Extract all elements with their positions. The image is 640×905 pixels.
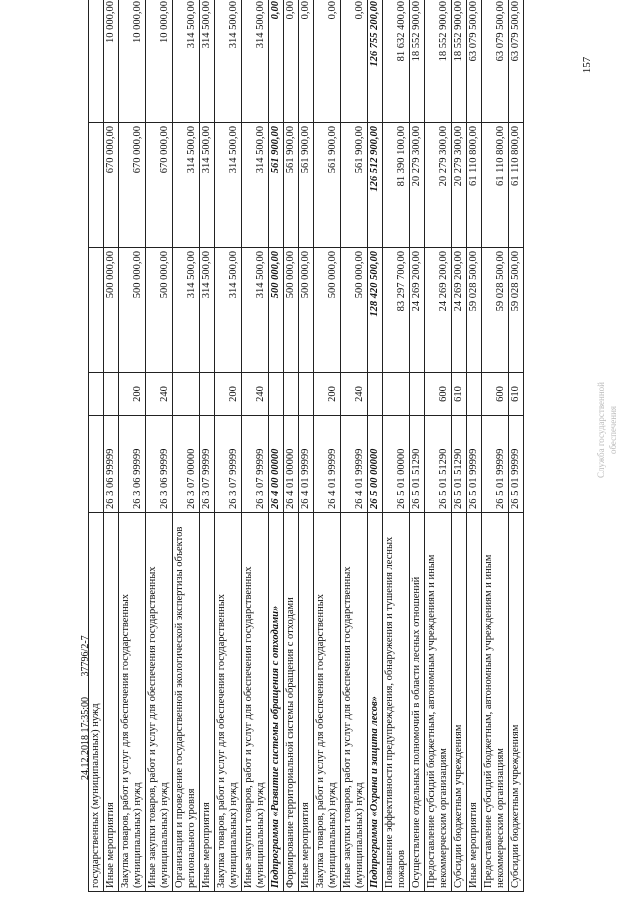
row-code: 26 4 01 99999	[299, 416, 314, 513]
row-code: 26 5 01 51290	[410, 416, 425, 513]
table-row	[383, 0, 410, 892]
row-value-2020: 561 900,00	[269, 123, 284, 248]
row-value-2019: 59 028 500,00	[467, 248, 482, 373]
row-value-2019: 500 000,00	[341, 248, 368, 373]
row-expense-type	[368, 373, 383, 416]
row-value-2020: 314 500,00	[173, 123, 200, 248]
row-expense-type	[200, 373, 215, 416]
row-name: Подпрограмма «Охрана и защита лесов»	[368, 513, 383, 892]
row-name: государственных (муниципальных) нужд	[89, 513, 104, 892]
row-code: 26 5 01 00000	[383, 416, 410, 513]
row-value-2019: 24 269 200,00	[452, 248, 467, 373]
row-value-2020: 670 000,00	[104, 123, 119, 248]
table-row	[299, 0, 314, 892]
row-expense-type	[89, 373, 104, 416]
table-row	[482, 0, 509, 892]
table-row	[104, 0, 119, 892]
row-name: Формирование территориальной системы обращения с отходами	[284, 513, 299, 892]
footer-timestamp: 24.12.2018 17:35:00	[80, 696, 91, 780]
row-name: Организация и проведение государственной экологической экспертизы объектов регионального уровня	[173, 513, 200, 892]
row-expense-type: 200	[215, 373, 242, 416]
row-value-2019	[89, 248, 104, 373]
table-row	[368, 0, 383, 892]
budget-table-rotated	[88, 1, 556, 892]
table-row	[242, 0, 269, 892]
row-name: Предоставление субсидий бюджетным, автономным учреждениям и иным некоммерческим организациям	[425, 513, 452, 892]
row-expense-type	[383, 373, 410, 416]
row-value-2019: 59 028 500,00	[482, 248, 509, 373]
table-row	[425, 0, 452, 892]
row-code: 26 3 07 99999	[242, 416, 269, 513]
row-expense-type: 610	[452, 373, 467, 416]
row-name: Иные закупки товаров, работ и услуг для обеспечения государственных (муниципальных) нужд	[341, 513, 368, 892]
row-expense-type: 240	[146, 373, 173, 416]
table-row	[341, 0, 368, 892]
row-value-2021: 18 552 900,00	[452, 0, 467, 123]
row-value-2021: 10 000,00	[146, 0, 173, 123]
row-value-2019: 24 269 200,00	[410, 248, 425, 373]
row-name: Иные мероприятия	[467, 513, 482, 892]
row-code: 26 5 00 00000	[368, 416, 383, 513]
row-value-2020	[89, 123, 104, 248]
row-value-2021: 0,00	[314, 0, 341, 123]
table-row	[410, 0, 425, 892]
row-name: Иные мероприятия	[200, 513, 215, 892]
budget-table-body	[89, 0, 524, 892]
table-row	[215, 0, 242, 892]
row-value-2021: 18 552 900,00	[425, 0, 452, 123]
table-row	[284, 0, 299, 892]
footer-doc-id: 37796/2-7	[80, 635, 91, 677]
row-code: 26 4 01 99999	[341, 416, 368, 513]
table-row	[452, 0, 467, 892]
table-row	[119, 0, 146, 892]
row-expense-type: 600	[482, 373, 509, 416]
row-expense-type	[410, 373, 425, 416]
row-value-2021: 314 500,00	[200, 0, 215, 123]
row-value-2020: 561 900,00	[341, 123, 368, 248]
row-name: Субсидии бюджетным учреждениям	[509, 513, 524, 892]
row-value-2021: 314 500,00	[173, 0, 200, 123]
table-row	[173, 0, 200, 892]
row-value-2019: 83 297 700,00	[383, 248, 410, 373]
row-value-2020: 20 279 300,00	[452, 123, 467, 248]
row-name: Субсидии бюджетным учреждениям	[452, 513, 467, 892]
row-code: 26 5 01 99999	[509, 416, 524, 513]
row-value-2020: 561 900,00	[284, 123, 299, 248]
row-value-2021: 63 079 500,00	[467, 0, 482, 123]
row-value-2020: 670 000,00	[119, 123, 146, 248]
row-expense-type	[299, 373, 314, 416]
row-code: 26 4 00 00000	[269, 416, 284, 513]
row-expense-type	[467, 373, 482, 416]
row-name: Иные мероприятия	[299, 513, 314, 892]
row-value-2019: 500 000,00	[104, 248, 119, 373]
row-value-2021: 63 079 500,00	[509, 0, 524, 123]
row-value-2021: 63 079 500,00	[482, 0, 509, 123]
row-value-2019: 59 028 500,00	[509, 248, 524, 373]
table-row	[146, 0, 173, 892]
table-row	[509, 0, 524, 892]
row-code: 26 3 06 99999	[119, 416, 146, 513]
row-value-2020: 61 110 800,00	[509, 123, 524, 248]
registry-stamp	[595, 360, 623, 500]
row-value-2020: 561 900,00	[314, 123, 341, 248]
stamp-line-1: Служба государственной	[596, 382, 606, 478]
row-code: 26 5 01 51290	[452, 416, 467, 513]
row-value-2021: 0,00	[341, 0, 368, 123]
row-code: 26 3 07 00000	[173, 416, 200, 513]
row-value-2020: 20 279 300,00	[425, 123, 452, 248]
row-value-2019: 500 000,00	[119, 248, 146, 373]
row-code: 26 4 01 99999	[314, 416, 341, 513]
table-row	[200, 0, 215, 892]
row-code	[89, 416, 104, 513]
row-value-2021: 81 632 400,00	[383, 0, 410, 123]
row-expense-type: 240	[242, 373, 269, 416]
row-value-2019: 128 420 500,00	[368, 248, 383, 373]
row-expense-type	[269, 373, 284, 416]
row-expense-type: 200	[119, 373, 146, 416]
table-row	[314, 0, 341, 892]
row-name: Закупка товаров, работ и услуг для обеспечения государственных (муниципальных) нужд	[215, 513, 242, 892]
row-value-2019: 500 000,00	[314, 248, 341, 373]
row-name: Повышение эффективности предупреждения, обнаружения и тушения лесных пожаров	[383, 513, 410, 892]
row-code: 26 5 01 99999	[467, 416, 482, 513]
row-value-2020: 314 500,00	[215, 123, 242, 248]
row-code: 26 3 06 99999	[146, 416, 173, 513]
table-row	[467, 0, 482, 892]
row-value-2019: 500 000,00	[269, 248, 284, 373]
row-value-2019: 500 000,00	[146, 248, 173, 373]
row-code: 26 5 01 51290	[425, 416, 452, 513]
row-value-2021: 18 552 900,00	[410, 0, 425, 123]
row-value-2021: 10 000,00	[104, 0, 119, 123]
stamp-line-2: обеспечения	[608, 405, 618, 455]
row-expense-type: 240	[341, 373, 368, 416]
row-value-2019: 314 500,00	[200, 248, 215, 373]
row-expense-type	[173, 373, 200, 416]
row-name: Закупка товаров, работ и услуг для обеспечения государственных (муниципальных) нужд	[314, 513, 341, 892]
row-code: 26 3 07 99999	[200, 416, 215, 513]
row-value-2020: 314 500,00	[242, 123, 269, 248]
row-name: Предоставление субсидий бюджетным, автономным учреждениям и иным некоммерческим организациям	[482, 513, 509, 892]
row-code: 26 4 01 00000	[284, 416, 299, 513]
row-expense-type: 600	[425, 373, 452, 416]
row-value-2019: 500 000,00	[284, 248, 299, 373]
row-value-2021: 314 500,00	[242, 0, 269, 123]
row-value-2020: 61 110 800,00	[482, 123, 509, 248]
row-value-2019: 314 500,00	[215, 248, 242, 373]
row-value-2019: 314 500,00	[173, 248, 200, 373]
row-value-2021: 126 755 200,00	[368, 0, 383, 123]
row-name: Иные закупки товаров, работ и услуг для обеспечения государственных (муниципальных) нужд	[242, 513, 269, 892]
budget-table	[88, 0, 524, 892]
row-name: Иные мероприятия	[104, 513, 119, 892]
row-value-2020: 561 900,00	[299, 123, 314, 248]
table-row	[269, 0, 284, 892]
row-value-2021	[89, 0, 104, 123]
row-value-2021: 0,00	[284, 0, 299, 123]
row-code: 26 3 07 99999	[215, 416, 242, 513]
row-value-2021: 10 000,00	[119, 0, 146, 123]
row-expense-type: 610	[509, 373, 524, 416]
row-name: Подпрограмма «Развитие системы обращения с отходами»	[269, 513, 284, 892]
row-expense-type	[104, 373, 119, 416]
row-value-2021: 0,00	[299, 0, 314, 123]
row-value-2020: 126 512 900,00	[368, 123, 383, 248]
document-footer	[80, 635, 96, 780]
row-code: 26 3 06 99999	[104, 416, 119, 513]
row-code: 26 5 01 99999	[482, 416, 509, 513]
row-name: Закупка товаров, работ и услуг для обеспечения государственных (муниципальных) нужд	[119, 513, 146, 892]
row-value-2020: 81 390 100,00	[383, 123, 410, 248]
row-value-2019: 500 000,00	[299, 248, 314, 373]
row-expense-type	[284, 373, 299, 416]
page-number: 157	[581, 56, 593, 74]
row-value-2021: 0,00	[269, 0, 284, 123]
row-expense-type: 200	[314, 373, 341, 416]
row-name: Осуществление отдельных полномочий в области лесных отношений	[410, 513, 425, 892]
row-value-2019: 24 269 200,00	[425, 248, 452, 373]
row-name: Иные закупки товаров, работ и услуг для обеспечения государственных (муниципальных) нужд	[146, 513, 173, 892]
row-value-2021: 314 500,00	[215, 0, 242, 123]
row-value-2020: 61 110 800,00	[467, 123, 482, 248]
row-value-2019: 314 500,00	[242, 248, 269, 373]
row-value-2020: 314 500,00	[200, 123, 215, 248]
row-value-2020: 20 279 300,00	[410, 123, 425, 248]
row-value-2020: 670 000,00	[146, 123, 173, 248]
